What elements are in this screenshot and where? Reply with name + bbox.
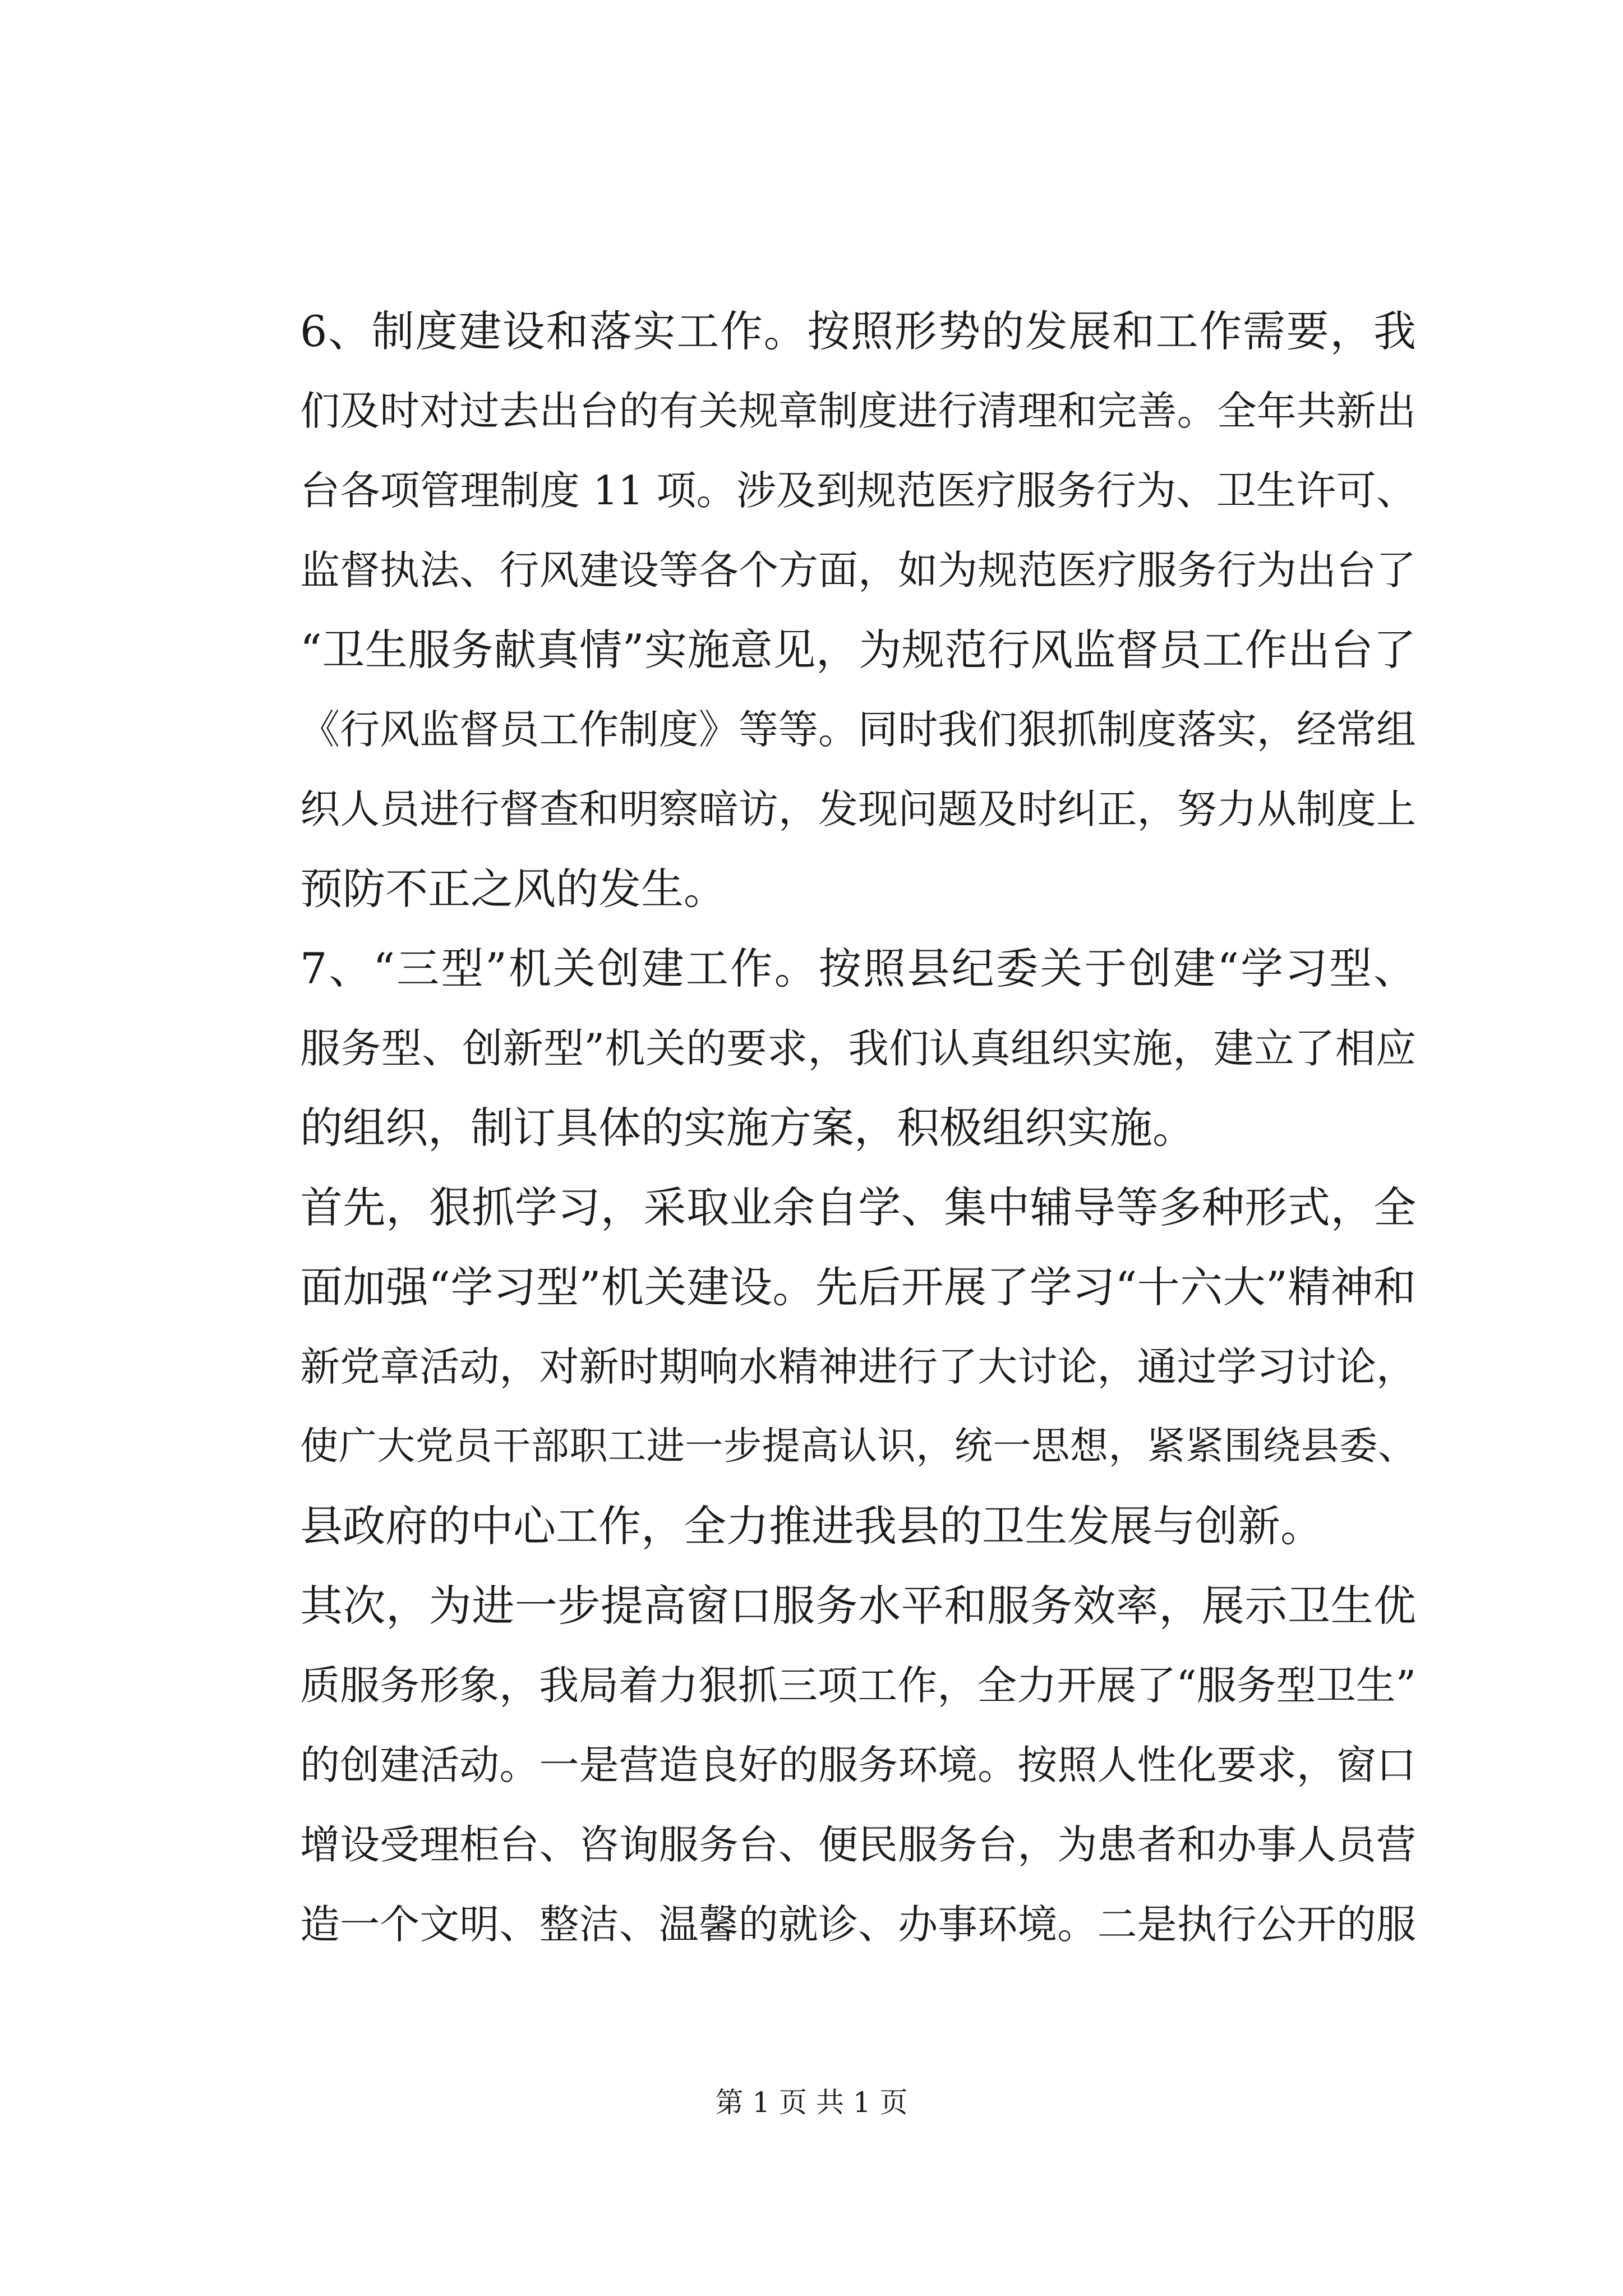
body-line: 面加强“学习型”机关建设。先后开展了学习“十六大”精神和: [300, 1262, 1416, 1312]
body-line: 们及时对过去出台的有关规章制度进行清理和完善。全年共新出: [300, 388, 1416, 434]
body-line: 7、“三型”机关创建工作。按照县纪委关于创建“学习型、: [300, 944, 1416, 993]
body-line: “卫生服务献真情”实施意见，为规范行风监督员工作出台了: [300, 625, 1416, 675]
body-line: 预防不正之风的发生。: [300, 864, 726, 914]
body-line: 监督执法、行风建设等各个方面，如为规范医疗服务行为出台了: [300, 547, 1416, 593]
body-line: 的创建活动。一是营造良好的服务环境。按照人性化要求，窗口: [300, 1742, 1416, 1788]
body-line: 县政府的中心工作，全力推进我县的卫生发展与创新。: [300, 1501, 1323, 1551]
body-line: 新党章活动，对新时期响水精神进行了大讨论，通过学习讨论，: [300, 1343, 1416, 1390]
body-line: 质服务形象，我局着力狠抓三项工作，全力开展了“服务型卫生”: [300, 1662, 1416, 1709]
body-line: 台各项管理制度 11 项。涉及到规范医疗服务行为、卫生许可、: [300, 467, 1416, 514]
body-line: 织人员进行督查和明察暗访，发现问题及时纠正，努力从制度上: [300, 786, 1416, 832]
body-line: 《行风监督员工作制度》等等。同时我们狠抓制度落实，经常组: [300, 706, 1416, 753]
body-line: 增设受理柜台、咨询服务台、便民服务台，为患者和办事人员营: [300, 1821, 1416, 1868]
body-line: 造一个文明、整洁、温馨的就诊、办事环境。二是执行公开的服: [300, 1901, 1416, 1948]
body-line: 首先，狠抓学习，采取业余自学、集中辅导等多种形式，全: [300, 1182, 1416, 1232]
body-line: 使广大党员干部职工进一步提高认识，统一思想，紧紧围绕县委、: [300, 1424, 1416, 1469]
body-line: 服务型、创新型”机关的要求，我们认真组织实施，建立了相应: [300, 1025, 1416, 1072]
page-footer: 第 1 页 共 1 页: [715, 2086, 908, 2119]
body-line: 6、制度建设和落实工作。按照形势的发展和工作需要，我: [300, 306, 1416, 356]
body-line: 的组织，制订具体的实施方案，积极组织实施。: [300, 1103, 1195, 1153]
body-line: 其次，为进一步提高窗口服务水平和服务效率，展示卫生优: [300, 1581, 1416, 1631]
document-body: [300, 292, 1416, 1964]
